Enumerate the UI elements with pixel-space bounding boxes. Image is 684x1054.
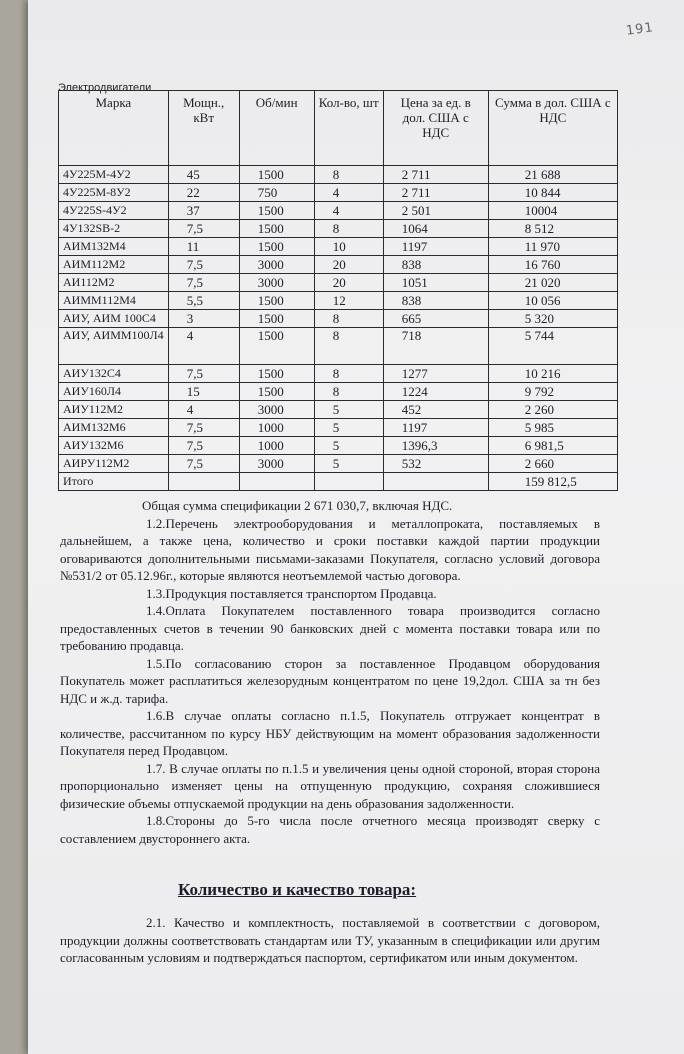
paragraph-1-4: 1.4.Оплата Покупателем поставленного товара производится согласно предоставленных счетов в течении 90 банковских дней с момента поставки товара или по требованию продавца.: [60, 603, 600, 653]
cell-price: 1064: [383, 220, 488, 238]
total-label: Итого: [59, 473, 169, 491]
cell-mark: АИУ, АИМ 100С4: [59, 310, 169, 328]
table-header-row: [59, 91, 618, 166]
cell-qty: 5: [314, 401, 383, 419]
cell-mark: АИ112М2: [59, 274, 169, 292]
header-rpm: Об/мин: [239, 91, 314, 166]
header-qty: Кол-во, шт: [314, 91, 383, 166]
cell-power: 45: [168, 166, 239, 184]
cell-rpm: 3000: [239, 455, 314, 473]
cell-price: 2 711: [383, 184, 488, 202]
header-sum: Сумма в дол. США с НДС: [488, 91, 617, 166]
table-row: [59, 310, 618, 328]
cell-mark: АИМ112М2: [59, 256, 169, 274]
cell-rpm: 1500: [239, 238, 314, 256]
cell-rpm: 1000: [239, 419, 314, 437]
cell-mark: 4У225S-4У2: [59, 202, 169, 220]
cell-sum: 10 844: [488, 184, 617, 202]
cell-sum: 8 512: [488, 220, 617, 238]
cell-sum: 21 688: [488, 166, 617, 184]
cell-rpm: 750: [239, 184, 314, 202]
paragraph-1-6: 1.6.В случае оплаты согласно п.1.5, Покупатель отгружает концентрат в количестве, рассчитанном по курсу НБУ действующим на момент образования задолженности Покупателя перед Продавцом.: [60, 708, 600, 758]
cell-price: 1051: [383, 274, 488, 292]
cell-price: 452: [383, 401, 488, 419]
cell-mark: АИУ132С4: [59, 365, 169, 383]
cell-mark: 4У132SВ-2: [59, 220, 169, 238]
cell-price: 1277: [383, 365, 488, 383]
cell-rpm: 1500: [239, 328, 314, 365]
table-row: [59, 256, 618, 274]
cell-price: 2 501: [383, 202, 488, 220]
cell-rpm: 1500: [239, 310, 314, 328]
cell-rpm: 1500: [239, 202, 314, 220]
cell-power: 7,5: [168, 419, 239, 437]
cell-mark: АИУ160Л4: [59, 383, 169, 401]
header-power: Мощн., кВт: [168, 91, 239, 166]
cell-qty: 20: [314, 256, 383, 274]
cell-power: 7,5: [168, 220, 239, 238]
cell-qty: 4: [314, 202, 383, 220]
contract-text: [60, 497, 600, 847]
header-mark: Марка: [59, 91, 169, 166]
table-row: [59, 455, 618, 473]
cell-mark: АИРУ112М2: [59, 455, 169, 473]
cell-qty: 5: [314, 437, 383, 455]
cell-qty: 8: [314, 220, 383, 238]
cell-power: 7,5: [168, 437, 239, 455]
cell-sum: 5 320: [488, 310, 617, 328]
cell-qty: 20: [314, 274, 383, 292]
cell-power: 5,5: [168, 292, 239, 310]
table-row: [59, 220, 618, 238]
cell-qty: 8: [314, 310, 383, 328]
cell-price: 838: [383, 292, 488, 310]
cell-sum: 5 744: [488, 328, 617, 365]
cell-power: 7,5: [168, 365, 239, 383]
cell-sum: 10004: [488, 202, 617, 220]
motors-spec-table: [58, 90, 618, 491]
cell-rpm: 1500: [239, 383, 314, 401]
cell-mark: 4У225М-4У2: [59, 166, 169, 184]
cell-rpm: 1500: [239, 292, 314, 310]
cell-price: 838: [383, 256, 488, 274]
paragraph-2-1: 2.1. Качество и комплектность, поставляемой в соответствии с договором, продукции должны соответствовать стандартам или ТУ, указанным в спецификации или другим согласованным условиям и подтверждаться паспортом, сертификатом или иным документом.: [60, 915, 600, 965]
cell-sum: 6 981,5: [488, 437, 617, 455]
paragraph-1-7: 1.7. В случае оплаты по п.1.5 и увеличения цены одной стороной, вторая сторона пропорционально изменяет цены на отпущенную продукцию, сохраняя сложившиеся физические объемы отпускаемой продукции на день образования задолженности.: [60, 760, 600, 811]
cell-mark: АИМ132М6: [59, 419, 169, 437]
cell-price: 1197: [383, 238, 488, 256]
cell-price: 718: [383, 328, 488, 365]
cell-qty: 12: [314, 292, 383, 310]
cell-rpm: 1500: [239, 365, 314, 383]
table-row: [59, 274, 618, 292]
cell-qty: 4: [314, 184, 383, 202]
cell-mark: АИУ132М6: [59, 437, 169, 455]
cell-qty: 10: [314, 238, 383, 256]
cell-power: 37: [168, 202, 239, 220]
cell-power: 4: [168, 328, 239, 365]
table-row: [59, 166, 618, 184]
cell-mark: АИУ112М2: [59, 401, 169, 419]
cell-price: 1224: [383, 383, 488, 401]
cell-sum: 10 056: [488, 292, 617, 310]
header-price: Цена за ед. в дол. США с НДС: [383, 91, 488, 166]
cell-qty: 8: [314, 328, 383, 365]
cell-power: 7,5: [168, 274, 239, 292]
cell-power: 22: [168, 184, 239, 202]
cell-rpm: 3000: [239, 256, 314, 274]
section-2-heading: Количество и качество товара:: [178, 880, 417, 899]
cell-qty: 8: [314, 383, 383, 401]
table-row: [59, 202, 618, 220]
table-total-row: [59, 473, 618, 491]
cell-power: 15: [168, 383, 239, 401]
cell-rpm: 1500: [239, 166, 314, 184]
total-sum: 159 812,5: [488, 473, 617, 491]
cell-sum: 2 260: [488, 401, 617, 419]
cell-power: 11: [168, 238, 239, 256]
cell-sum: 9 792: [488, 383, 617, 401]
table-row: [59, 328, 618, 365]
cell-mark: АИМ132М4: [59, 238, 169, 256]
table-row: [59, 292, 618, 310]
cell-price: 532: [383, 455, 488, 473]
cell-price: 2 711: [383, 166, 488, 184]
cell-qty: 8: [314, 166, 383, 184]
paragraph-1-8: 1.8.Стороны до 5-го числа после отчетного месяца производят сверку с составлением двустороннего акта.: [60, 813, 600, 846]
cell-price: 665: [383, 310, 488, 328]
cell-sum: 21 020: [488, 274, 617, 292]
paragraph-1-2: 1.2.Перечень электрооборудования и металлопроката, поставляемых в дальнейшем, а также цена, количество и сроки поставки каждой партии продукции оговариваются дополнительными письмами-заказами Покупателя, согласно условий договора №531/2 от 05.12.96г., которые являются неотъемлемой частью договора.: [60, 515, 600, 583]
cell-price: 1396,3: [383, 437, 488, 455]
cell-mark: АИММ112М4: [59, 292, 169, 310]
cell-sum: 5 985: [488, 419, 617, 437]
cell-qty: 5: [314, 419, 383, 437]
table-row: [59, 437, 618, 455]
section-2-text: [60, 914, 600, 967]
paragraph-1-5: 1.5.По согласованию сторон за поставленное Продавцом оборудования Покупатель может расплатиться железорудным концентратом по цене 19,2дол. США за тн без НДС и ж.д. тарифа.: [60, 655, 600, 706]
table-row: [59, 365, 618, 383]
cell-power: 4: [168, 401, 239, 419]
cell-power: 7,5: [168, 256, 239, 274]
paragraph-1-3: 1.3.Продукция поставляется транспортом Продавца.: [146, 585, 437, 601]
page-number: 191: [625, 20, 655, 39]
cell-rpm: 3000: [239, 274, 314, 292]
table-row: [59, 184, 618, 202]
cell-price: 1197: [383, 419, 488, 437]
table-caption: Электродвигатели: [58, 82, 152, 94]
table-body: [59, 166, 618, 473]
cell-rpm: 1500: [239, 220, 314, 238]
cell-rpm: 1000: [239, 437, 314, 455]
cell-mark: 4У225М-8У2: [59, 184, 169, 202]
cell-sum: 16 760: [488, 256, 617, 274]
cell-sum: 11 970: [488, 238, 617, 256]
table-row: [59, 419, 618, 437]
cell-qty: 8: [314, 365, 383, 383]
cell-sum: 2 660: [488, 455, 617, 473]
table-row: [59, 238, 618, 256]
cell-qty: 5: [314, 455, 383, 473]
cell-rpm: 3000: [239, 401, 314, 419]
table-row: [59, 401, 618, 419]
cell-power: 7,5: [168, 455, 239, 473]
total-spec-paragraph: Общая сумма спецификации 2 671 030,7, включая НДС.: [142, 498, 453, 513]
cell-sum: 10 216: [488, 365, 617, 383]
cell-power: 3: [168, 310, 239, 328]
table-row: [59, 383, 618, 401]
cell-mark: АИУ, АИММ100Л4: [59, 328, 169, 365]
